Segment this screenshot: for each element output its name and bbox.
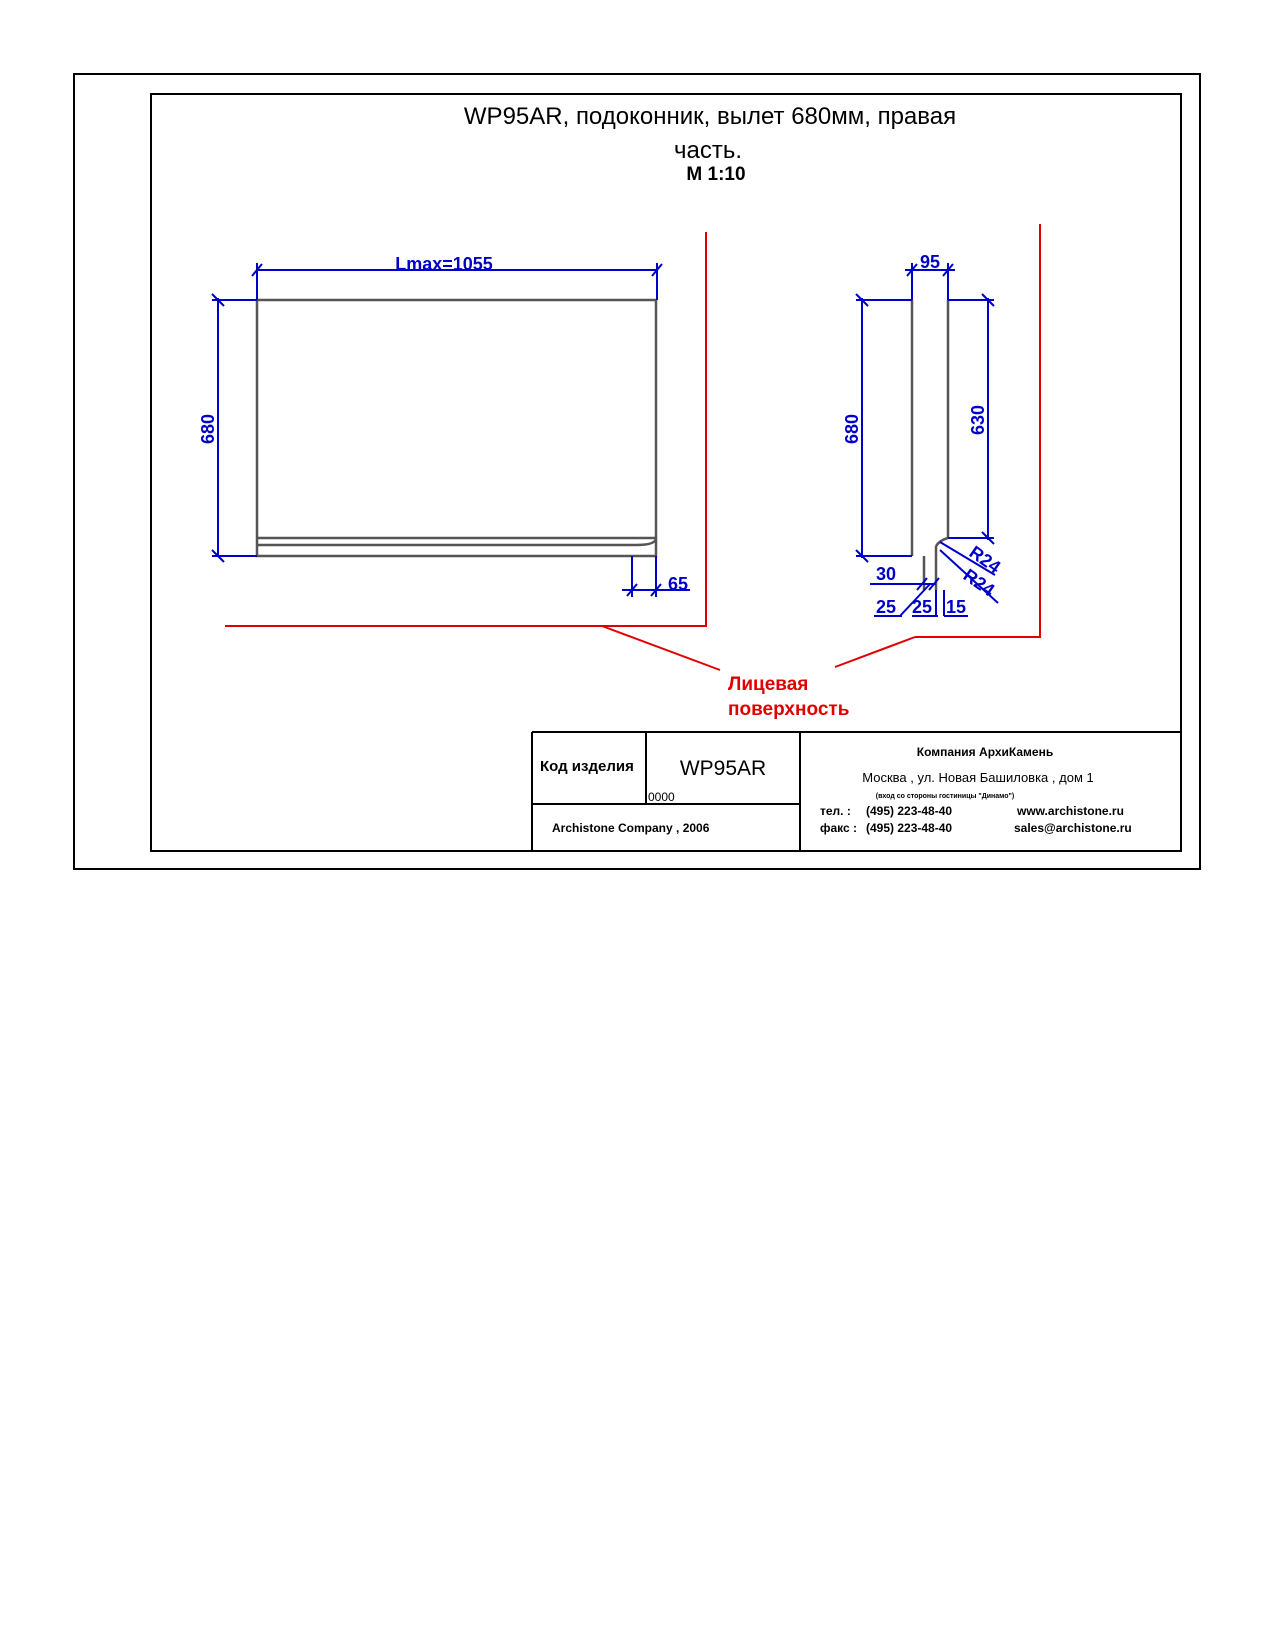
company-address: Москва , ул. Новая Башиловка , дом 1 bbox=[862, 770, 1094, 785]
drawing-title-line1: WP95AR, подоконник, вылет 680мм, правая bbox=[463, 103, 957, 130]
drawing-title-line2: часть. bbox=[673, 137, 743, 164]
radius-label-2: R24 bbox=[959, 564, 999, 601]
front-view-outline bbox=[257, 300, 656, 556]
dim-15-label: 15 bbox=[946, 597, 967, 617]
scale-label: M 1:10 bbox=[686, 164, 746, 185]
website-link[interactable]: www.archistone.ru bbox=[1017, 804, 1124, 818]
face-label-line1: Лицевая bbox=[728, 674, 809, 695]
fax-value: (495) 223-48-40 bbox=[866, 821, 953, 835]
section-height-label: 680 bbox=[842, 413, 862, 445]
company-name: Компания АрхиКамень bbox=[916, 745, 1054, 759]
address-note: (вход со стороны гостиницы "Динамо") bbox=[875, 793, 1015, 800]
fax-label: факс : bbox=[820, 821, 858, 835]
email-link[interactable]: sales@archistone.ru bbox=[1014, 821, 1132, 835]
section-view bbox=[842, 252, 1004, 617]
dim-25a-label: 25 bbox=[876, 597, 897, 617]
copyright: Archistone Company , 2006 bbox=[552, 821, 710, 835]
tel-label: тел. : bbox=[820, 804, 851, 818]
front-view bbox=[198, 254, 690, 597]
drawing-number: 0000 bbox=[648, 790, 675, 804]
dim-25b-label: 25 bbox=[912, 597, 933, 617]
radius-label-1: R24 bbox=[965, 541, 1005, 578]
tel-value: (495) 223-48-40 bbox=[866, 804, 953, 818]
code-value: WP95AR bbox=[679, 757, 767, 780]
title-block bbox=[532, 732, 1181, 851]
length-label: Lmax=1055 bbox=[395, 254, 493, 274]
inner-label: 630 bbox=[968, 404, 988, 436]
face-marker-left bbox=[225, 232, 706, 626]
inner-frame bbox=[151, 94, 1181, 851]
thickness-label: 95 bbox=[919, 252, 941, 272]
front-height-label: 680 bbox=[198, 413, 218, 445]
face-label-line2: поверхность bbox=[728, 699, 850, 720]
code-label: Код изделия bbox=[540, 758, 634, 775]
nose-label: 65 bbox=[668, 574, 689, 594]
dim-30-label: 30 bbox=[876, 564, 897, 584]
